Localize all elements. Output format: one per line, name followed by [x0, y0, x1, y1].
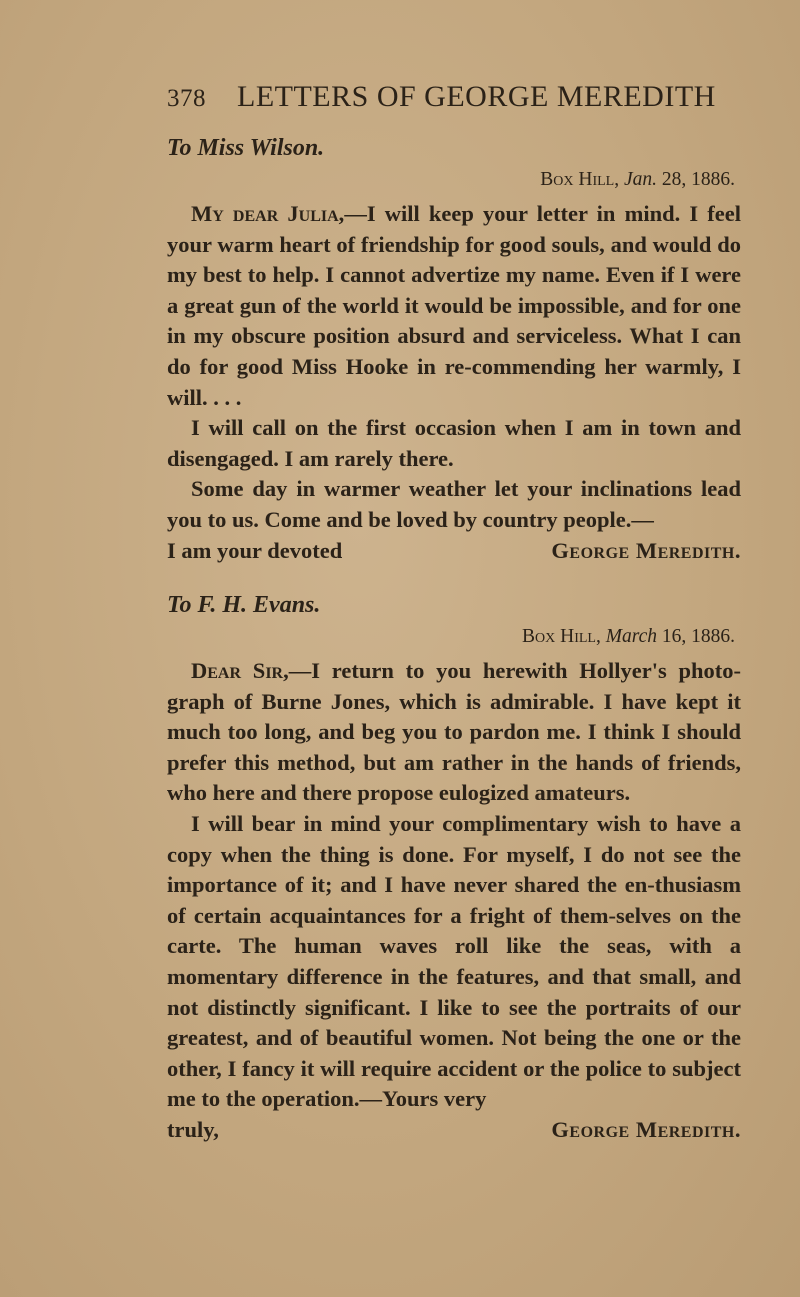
letter-1-signature: George Meredith.: [551, 537, 741, 563]
letter-2-addressee: To F. H. Evans.: [167, 592, 321, 618]
letter-1-closing-row: [167, 536, 741, 567]
letter-2-paragraph-1: [167, 656, 741, 809]
letter-1-paragraph-2: I will call on the first occasion when I am in town and disengaged. I am rarely there.: [167, 415, 741, 471]
letter-1-paragraph-1: [167, 199, 741, 413]
letter-1-date: Jan. 28, 1886.: [623, 169, 735, 190]
letter-2-date: March 16, 1886.: [605, 626, 735, 647]
running-header: [167, 80, 716, 114]
letter-2-signature: George Meredith.: [551, 1116, 741, 1142]
letter-2: [167, 592, 741, 1146]
letter-1-addressee: To Miss Wilson.: [167, 135, 325, 161]
letter-1-paragraph-3: Some day in warmer weather let your inclinations lead you to us. Come and be loved by country people.—: [167, 476, 741, 532]
letter-1-closing: I am your devoted: [167, 537, 343, 563]
letter-2-closing: truly,: [167, 1116, 219, 1142]
letter-2-place: Box Hill,: [522, 626, 601, 647]
page-number: 378: [167, 85, 206, 112]
letter-2-closing-row: [167, 1115, 741, 1146]
running-title: LETTERS OF GEORGE MEREDITH: [237, 80, 716, 113]
letter-1: [167, 135, 741, 566]
letter-2-paragraph-1-text: —I return to you herewith Hollyer's photo-graph of Burne Jones, which is admirable. I have kept it much too long, and beg you to pardon me. I think I should prefer this method, but am rather in the hands of friends, who here and there propose eulogized amateurs.: [167, 658, 742, 806]
letter-1-paragraph-1-text: —I will keep your letter in mind. I feel your warm heart of friendship for good souls, and would do my best to help. I cannot advertize my name. Even if I were a great gun of the world it would be impossible, and for one in my obscure position absurd and serviceless. What I can do for good Miss Hooke in re-commending her warmly, I will. . . .: [167, 201, 742, 410]
letter-2-paragraph-2: I will bear in mind your complimentary wish to have a copy when the thing is done. For myself, I do not see the importance of it; and I have never shared the en-thusiasm of certain acquaintances for a fright of them-selves on the carte. The human waves roll like the seas, with a momentary difference in the features, and that small, and not distinctly significant. I like to see the portraits of our greatest, and of beautiful women. Not being the one or the other, I fancy it will require accident or the police to subject me to the operation.—Yours very: [167, 810, 741, 1112]
letter-1-place-date: [167, 169, 741, 199]
letter-1-place: Box Hill,: [540, 169, 620, 190]
letter-2-salutation: Dear Sir,: [191, 658, 289, 683]
letter-1-salutation: My dear Julia,: [191, 201, 345, 226]
letter-2-place-date: [167, 626, 741, 656]
